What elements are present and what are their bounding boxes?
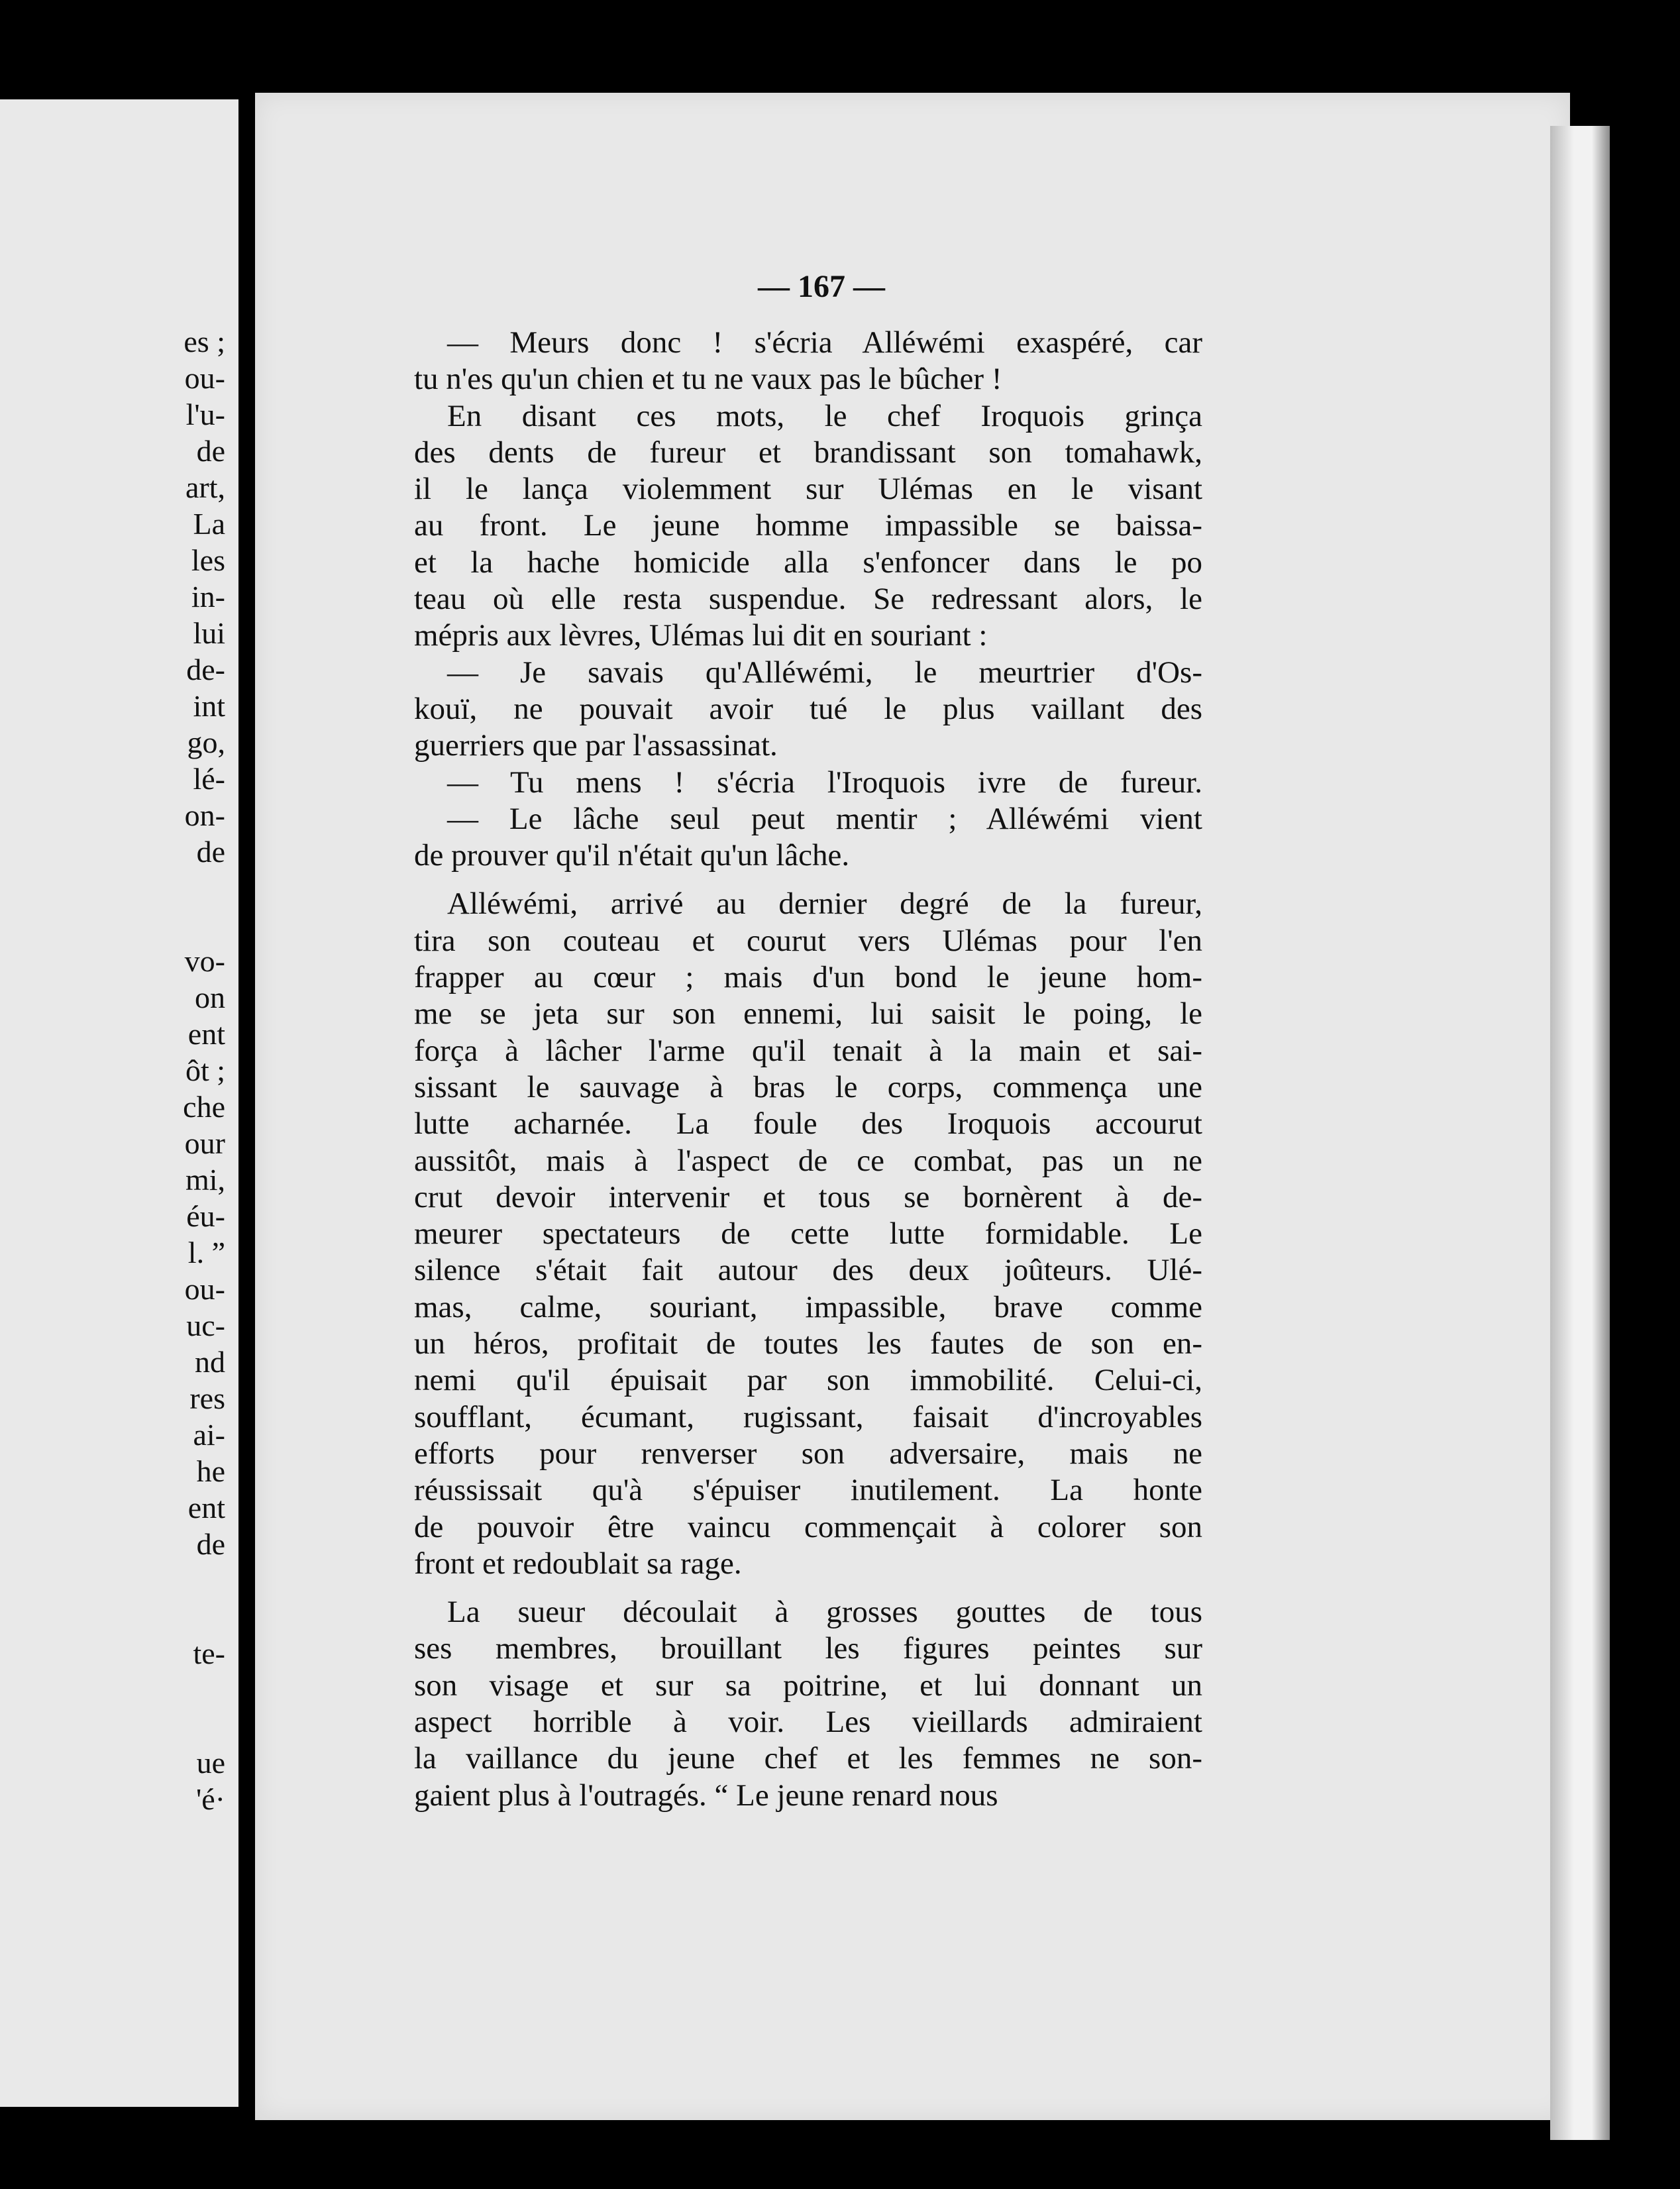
- text-line: mas, calme, souriant, impassible, brave comme: [414, 1289, 1202, 1324]
- text-line: silence s'était fait autour des deux joûteurs. Ulé-: [414, 1253, 1202, 1288]
- left-page-line: in-: [191, 580, 225, 614]
- text-line: — Le lâche seul peut mentir ; Alléwémi vient: [447, 801, 1202, 836]
- left-page-line: de: [196, 1527, 225, 1561]
- text-line: — Je savais qu'Alléwémi, le meurtrier d'Os-: [447, 655, 1202, 690]
- left-page-line: he: [196, 1454, 225, 1488]
- left-page-line: art,: [185, 470, 225, 504]
- text-line: la vaillance du jeune chef et les femmes ne son-: [414, 1741, 1202, 1776]
- left-page-line: ai-: [193, 1418, 225, 1452]
- left-page-line: ent: [187, 1491, 225, 1524]
- text-line: teau où elle resta suspendue. Se redressant alors, le: [414, 582, 1202, 617]
- left-page-line: ou-: [184, 361, 225, 395]
- text-line: En disant ces mots, le chef Iroquois grinça: [447, 398, 1202, 433]
- text-line: aspect horrible à voir. Les vieillards admiraient: [414, 1704, 1202, 1739]
- left-page-line: éu-: [186, 1199, 225, 1233]
- left-page-line: lé-: [193, 762, 225, 796]
- text-line: meurer spectateurs de cette lutte formidable. Le: [414, 1216, 1202, 1252]
- text-line: La sueur découlait à grosses gouttes de tous: [447, 1595, 1202, 1630]
- left-page-line: l'u-: [185, 398, 225, 431]
- page-number: — 167 —: [758, 269, 885, 304]
- text-line: au front. Le jeune homme impassible se baissa-: [414, 508, 1202, 543]
- left-page-line: te-: [193, 1636, 225, 1670]
- left-page-line: lui: [193, 616, 225, 650]
- text-line: front et redoublait sa rage.: [414, 1546, 742, 1581]
- text-line: lutte acharnée. La foule des Iroquois accourut: [414, 1106, 1202, 1142]
- left-page-line: La: [193, 507, 225, 541]
- text-line: soufflant, écumant, rugissant, faisait d'incroyables: [414, 1399, 1202, 1434]
- text-line: guerriers que par l'assassinat.: [414, 728, 778, 763]
- text-line: mépris aux lèvres, Ulémas lui dit en souriant :: [414, 618, 988, 653]
- text-line: Alléwémi, arrivé au dernier degré de la fureur,: [447, 886, 1202, 922]
- text-line: nemi qu'il épuisait par son immobilité. Celui-ci,: [414, 1363, 1202, 1398]
- text-line: efforts pour renverser son adversaire, mais ne: [414, 1436, 1202, 1471]
- body-text: [414, 325, 1202, 1814]
- left-page-line: 'é·: [195, 1782, 225, 1816]
- text-line: aussitôt, mais à l'aspect de ce combat, pas un ne: [414, 1143, 1202, 1178]
- left-page-line: les: [191, 543, 225, 577]
- text-line: kouï, ne pouvait avoir tué le plus vaillant des: [414, 691, 1202, 726]
- left-page-line: [0, 870, 225, 943]
- text-line: son visage et sur sa poitrine, et lui donnant un: [414, 1668, 1202, 1703]
- left-page: [0, 99, 238, 2107]
- text-line: gaient plus à l'outragés. “ Le jeune renard nous: [414, 1778, 998, 1813]
- left-page-line: go,: [187, 725, 225, 759]
- text-line: il le lança violemment sur Ulémas en le visant: [414, 472, 1202, 507]
- text-line: des dents de fureur et brandissant son tomahawk,: [414, 435, 1202, 470]
- left-page-line: ue: [196, 1746, 225, 1780]
- page-edge: [1550, 126, 1610, 2140]
- text-line: me se jeta sur son ennemi, lui saisit le poing, le: [414, 996, 1202, 1032]
- left-page-line: [0, 1672, 225, 1744]
- left-page-line: on-: [184, 798, 225, 832]
- text-line: frapper au cœur ; mais d'un bond le jeune hom-: [414, 960, 1202, 995]
- text-line: tira son couteau et courut vers Ulémas pour l'en: [414, 923, 1202, 958]
- left-page-text-fragments: [0, 323, 225, 1817]
- left-page-line: uc-: [186, 1308, 225, 1342]
- left-page-line: ôt ;: [185, 1053, 225, 1087]
- text-line: de pouvoir être vaincu commençait à colorer son: [414, 1509, 1202, 1544]
- left-page-line: our: [184, 1126, 225, 1160]
- text-line: — Tu mens ! s'écria l'Iroquois ivre de fureur.: [447, 765, 1202, 800]
- left-page-line: de-: [186, 653, 225, 686]
- left-page-line: res: [189, 1381, 225, 1415]
- text-line: sissant le sauvage à bras le corps, commença une: [414, 1069, 1202, 1104]
- text-line: — Meurs donc ! s'écria Alléwémi exaspéré, car: [447, 325, 1202, 360]
- text-line: tu n'es qu'un chien et tu ne vaux pas le bûcher !: [414, 362, 1002, 397]
- left-page-line: es ;: [184, 325, 225, 358]
- left-page-line: de: [196, 835, 225, 869]
- left-page-line: nd: [195, 1345, 225, 1379]
- text-line: crut devoir intervenir et tous se bornèrent à de-: [414, 1179, 1202, 1214]
- left-page-line: int: [193, 689, 225, 723]
- left-page-line: [0, 1562, 225, 1635]
- text-line: de prouver qu'il n'était qu'un lâche.: [414, 838, 850, 873]
- left-page-line: de: [196, 434, 225, 468]
- left-page-line: vo-: [184, 944, 225, 978]
- text-line: força à lâcher l'arme qu'il tenait à la main et sai-: [414, 1033, 1202, 1068]
- text-line: et la hache homicide alla s'enfoncer dans le po: [414, 545, 1202, 580]
- left-page-line: on: [195, 981, 225, 1014]
- text-line: un héros, profitait de toutes les fautes de son en-: [414, 1326, 1202, 1361]
- left-page-line: che: [183, 1090, 225, 1124]
- text-line: réussissait qu'à s'épuiser inutilement. La honte: [414, 1473, 1202, 1508]
- left-page-line: l. ”: [187, 1236, 225, 1269]
- left-page-line: ou-: [184, 1272, 225, 1306]
- left-page-line: mi,: [185, 1163, 225, 1197]
- left-page-line: ent: [187, 1017, 225, 1051]
- text-line: ses membres, brouillant les figures peintes sur: [414, 1631, 1202, 1666]
